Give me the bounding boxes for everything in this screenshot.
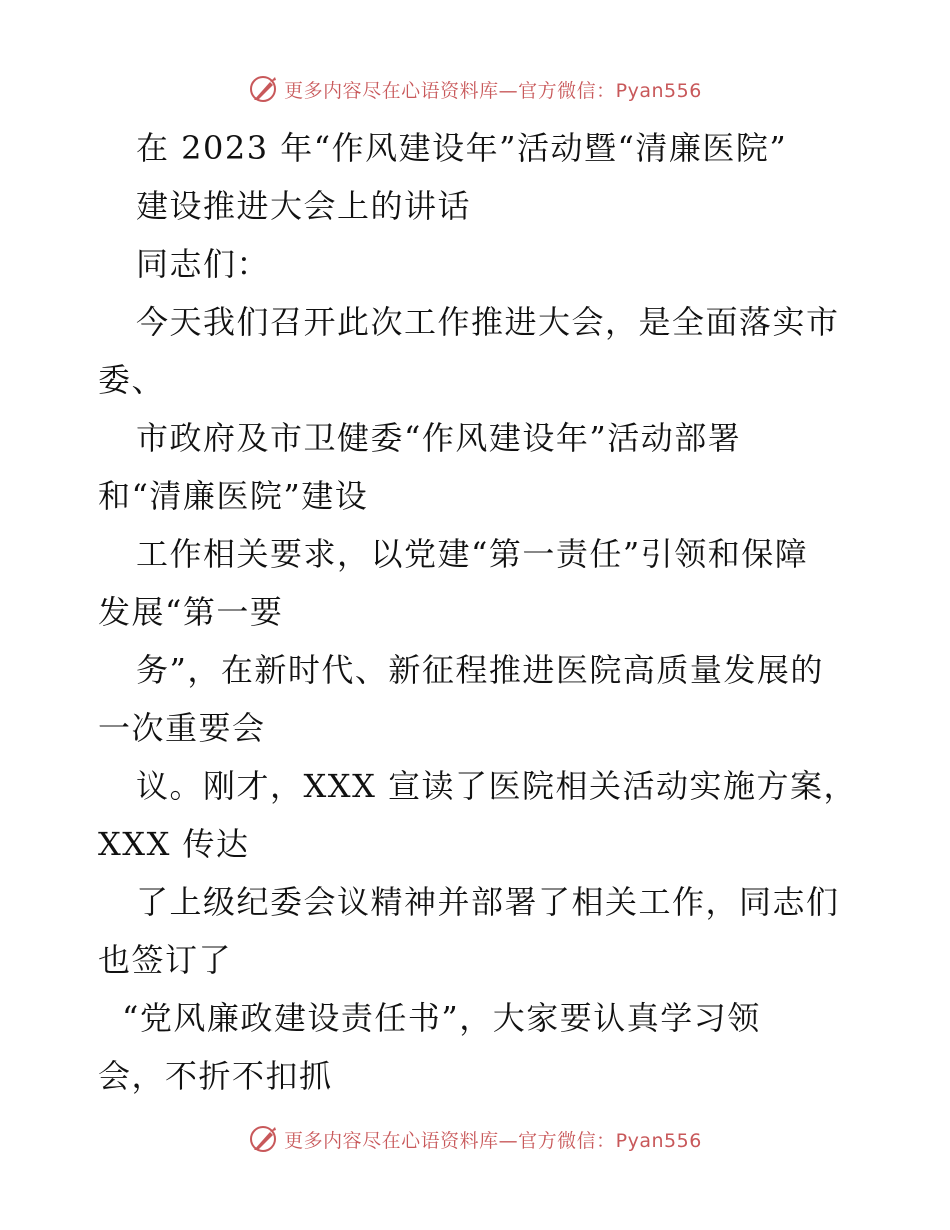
quill-logo-icon (248, 74, 278, 104)
footer-watermark (0, 1124, 950, 1154)
body-line: 务”，在新时代、新征程推进医院高质量发展的 (136, 651, 824, 689)
body-line: “党风廉政建设责任书”，大家要认真学习领 (122, 999, 761, 1037)
header-watermark (0, 74, 950, 104)
body-line: 也签订了 (98, 941, 233, 979)
watermark-text: 更多内容尽在心语资料库—官方微信：Pyan556 (284, 79, 702, 102)
body-line: 发展“第一要 (98, 593, 284, 631)
body-line: XXX 传达 (98, 825, 250, 863)
salutation: 同志们： (136, 245, 271, 283)
document-title-line-2: 建设推进大会上的讲话 (136, 187, 472, 225)
body-line: 了上级纪委会议精神并部署了相关工作，同志们 (136, 883, 840, 921)
quill-logo-icon (248, 1124, 278, 1154)
body-line: 议。刚才，XXX 宣读了医院相关活动实施方案， (136, 767, 858, 805)
body-line: 今天我们召开此次工作推进大会，是全面落实市 (136, 303, 840, 341)
body-line: 工作相关要求，以党建“第一责任”引领和保障 (136, 535, 809, 573)
body-line: 一次重要会 (98, 709, 266, 747)
body-line: 市政府及市卫健委“作风建设年”活动部署 (136, 419, 742, 457)
body-line: 委、 (98, 361, 166, 399)
body-line: 和“清廉医院”建设 (98, 477, 369, 515)
document-title-line-1: 在 2023 年“作风建设年”活动暨“清廉医院” (136, 129, 788, 167)
watermark-text: 更多内容尽在心语资料库—官方微信：Pyan556 (284, 1129, 702, 1152)
body-line: 会，不折不扣抓 (98, 1057, 333, 1095)
